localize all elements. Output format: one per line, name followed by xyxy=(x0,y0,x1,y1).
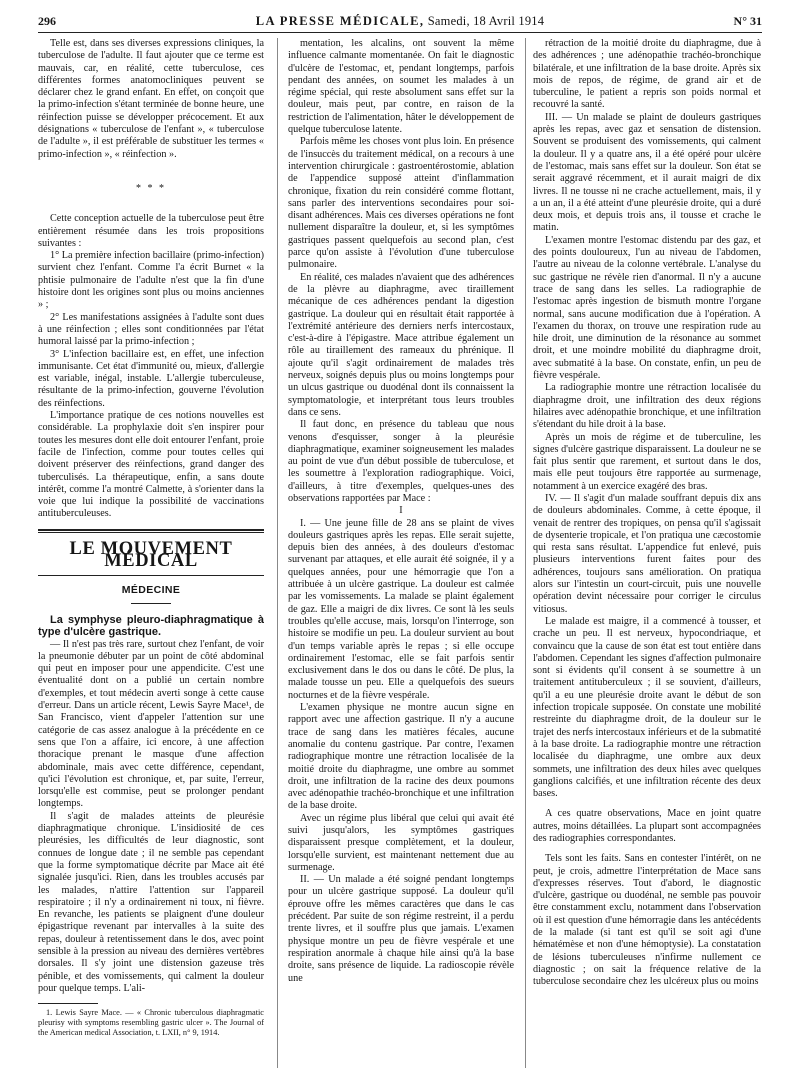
paragraph: I. — Une jeune fille de 28 ans se plaint de vives douleurs gastriques après les repas. Elle serait sujette, depuis bien des années, à des douleurs d'estomac survenant par attaques, et elle aurait été soignée, il y a quelques années, pour une hémorragie que l'on a attribuée à un ulcère gastrique. La douleur est calmée par les vomissements. La malade se plaint également de gaz. Elle a maigri de dix livres. Ce sont là les seuls troubles qu'elle accuse, mais, lorsqu'on l'interroge, son histoire se modifie un peu. La douleur survient au bout d'un temps variable après le repas ; si elle occupe ordinairement l'estomac, elle se fait parfois sentir exclusivement dans le dos ou dans le côté. De plus, la malade tousse un peu. Elle a quelquefois des sueurs nocturnes et de la fièvre vespérale. xyxy=(288,517,514,701)
paragraph: Tels sont les faits. Sans en contester l'intérêt, on ne peut, je crois, admettre l'interprétation de Mace sans d'expresses réserves. Tout d'abord, le diagnostic d'ulcère, gastrique ou duodénal, ne semble pas pouvoir être constamment exclu, notamment dans l'observation où il est question d'une hémorragie dans les antécédents de la malade (si tant est qu'il se soit agi d'une hématémèse et non d'une hémoptysie). La constatation de lésions tuberculeuses n'infirme nullement ce diagnostic ; on sait la fréquence relative de la tuberculose secondaire chez les ulcéreux plus ou moins xyxy=(533,853,761,988)
paragraph: — Il n'est pas très rare, surtout chez l'enfant, de voir la pneumonie débuter par un point de côté abdominal qui peut en imposer pour une appendicite. C'est une éventualité dont on a publié un certain nombre d'exemples, et tout médecin averti songe à cette cause d'erreur. Dans un article récent, Lewis Sayre Mace¹, de San Francisco, vient d'appeler l'attention sur une catégorie de cas assez analogue à la précédente en ce sens que l'on a affaire, ici encore, à une affection thoracique prenant le masque d'une affection abdominale, mais avec cette différence, cependant, qu'ici l'évolution est chronique, et, par suite, l'erreur, lorsqu'elle est commise, peut se prolonger pendant longtemps. xyxy=(38,638,264,810)
paragraph: II. — Un malade a été soigné pendant longtemps pour un ulcère gastrique supposé. La douleur qu'il éprouve offre les mêmes caractères que dans le cas précédent. Par suite de son régime restreint, il a perdu trente livres, et il souffre plus que jamais. L'examen physique montre un peu de fièvre vespérale et une respiration anormale à chaque hile ainsi qu'à la base droite, sans présence de liquide. La radioscopie révèle une xyxy=(288,874,514,984)
paragraph: III. — Un malade se plaint de douleurs gastriques après les repas, avec gaz et sensation de distension. Souvent se produisent des vomissements, qui calment la douleur. Il y a quatre ans, il a été opéré pour ulcère de l'estomac, mais sans effet sur la douleur. Son état se serait aggravé récemment, et il aurait maigri de dix livres. Il ne tousse ni ne crache actuellement, mais, il y a un an, il a été atteint d'une pleurésie droite, qui a duré deux mois, et depuis trois ans, il tousse et crache le matin. xyxy=(533,111,761,234)
section-separator-stars: * * * xyxy=(136,182,166,194)
paragraph: L'examen montre l'estomac distendu par des gaz, et des points douloureux, l'un au niveau de l'abdomen, l'autre au niveau de la colonne vertébrale. L'analyse du suc gastrique ne révèle rien d'anormal. Il n'y a aucune trace de sang dans les selles. La radiographie de l'estomac après ingestion de bismuth montre l'organe normal, sans aucune modification due à l'opération. A l'examen du thorax, on trouve une respiration rude au hile droit, une diminution de la résonance au sommet droit, et une moindre mobilité du diaphragme droit, avec submatité à la base. On constate, enfin, un peu de fièvre vespérale. xyxy=(533,234,761,382)
paragraph: 2° Les manifestations assignées à l'adulte sont dues à une réinfection ; elles sont conditionnées par l'état humoral laissé par la primo-infection ; xyxy=(38,311,264,348)
paragraph: Parfois même les choses vont plus loin. En présence de l'insuccès du traitement médical, on a recours à une intervention chirurgicale : gastroentérostomie, ablation de l'appendice supposé atteint d'inflammation chronique, fixation du rein considéré comme flottant, sans parler des interventions secondaires pour soi-disant adhérences. Mais ces diverses opérations ne font nullement disparaître la douleur, et, si les symptômes gastriques passent quelquefois au second plan, c'est parce qu'on assiste à l'évolution d'une tuberculose pulmonaire. xyxy=(288,136,514,271)
column-left xyxy=(38,38,264,1074)
paragraph: En réalité, ces malades n'avaient que des adhérences de la plèvre au diaphragme, avec tiraillement mécanique de ces adhérences pendant la digestion gastrique. La douleur qui en résultait était rapportée à l'extrémité antérieure des derniers nerfs intercostaux, c'est-à-dire à l'épigastre. Mace attribue également un rôle au tiraillement des rameaux du phrénique. Il ajoute qu'il s'agit ordinairement de malades très nerveux, soignés depuis plus ou moins longtemps pour un ulcus gastrique ou duodénal dont ils connaissent la symptomatologie, et interprétant tous leurs troubles dans ce sens. xyxy=(288,271,514,418)
paragraph: Telle est, dans ses diverses expressions cliniques, la tuberculose de l'adulte. Il faut ajouter que ce terme est mauvais, car, en réalité, cette tuberculose, ces différentes formes anatomocliniques peuvent se déclarer chez le grand enfant. En effet, on conçoit que la primo-infection s'étant terminée de bonne heure, une réinfection puisse se développer précocement. Et aux désignations « tuberculose de l'enfant », « tuberculose de l'adulte », il est préférable de substituer les termes « primo-infection », « réinfection ». xyxy=(38,38,264,160)
paragraph: Cette conception actuelle de la tuberculose peut être entièrement résumée dans les trois propositions suivantes : xyxy=(38,213,264,249)
section-subheading: MÉDECINE xyxy=(121,584,181,597)
article-title: La symphyse pleuro-diaphragmatique à type d'ulcère gastrique. xyxy=(38,613,264,639)
spacer xyxy=(533,845,761,853)
page-number: 296 xyxy=(38,14,56,28)
paragraph: 1° La première infection bacillaire (primo-infection) survient chez l'enfant. Comme l'a écrit Burnet « la phtisie pulmonaire de l'adulte n'est que la fin d'une histoire dont les origines sont plus ou moins anciennes » ; xyxy=(38,250,264,311)
footnote-rule xyxy=(38,1003,98,1004)
paragraph: Après un mois de régime et de tuberculine, les signes d'ulcère gastrique disparaissent. La douleur ne se fait plus sentir que rarement, et surtout dans le dos, mais elle peut toujours être rapportée au surmenage, notamment à un exercice exagéré des bras. xyxy=(533,431,761,492)
paragraph: L'importance pratique de ces notions nouvelles est considérable. La prophylaxie doit s'en inspirer pour toutes les mesures dont elle doit entourer l'enfant, proie facile de l'infection, comme pour toutes celles qui doivent préserver des réinfections, grand danger des tuberculisés. La thérapeutique, enfin, a sans doute intérêt, comme l'a montré Calmette, à s'orienter dans la voie que lui indique la possibilité de vaccinations antituberculeuses. xyxy=(38,410,264,520)
section-title: LE MOUVEMENT MÉDICAL xyxy=(69,538,233,571)
spacer xyxy=(533,800,761,808)
paragraph: La radiographie montre une rétraction localisée du diaphragme droit, une infiltration des deux régions hilaires avec adénopathie bronchique, et une infiltration s'étendant du hile droit à la base. xyxy=(533,382,761,431)
issue-number: N° 31 xyxy=(733,14,762,28)
column-divider-1 xyxy=(277,38,278,1068)
paragraph: A ces quatre observations, Mace en joint quatre autres, moins détaillées. La plupart sont accompagnées des radiographies correspondantes. xyxy=(533,808,761,844)
paragraph: Le malade est maigre, il a commencé à tousser, et crache un peu. Il est nerveux, hypocondriaque, et convaincu que la cause de son état est tout entière dans l'abdomen. Cependant les signes d'affection pulmonaire sont si évidents qu'il consent à se soumettre à un traitement antituberculeux ; il se souvient, d'ailleurs, qu'il a eu une pleurésie droite avant le début de son infection tropicale supposée. On constate une mobilité restreinte du diaphragme droit, de la douleur sur le trajet des nerfs intercostaux inférieurs et de la submatité à la base droite. La radiographie montre une rétraction localisée du diaphragme, une ombre aux deux sommets, une infiltration des deux hiles avec quelques ganglions calcifiés, et une infiltration récente des deux bases. xyxy=(533,615,761,800)
paragraph: 3° L'infection bacillaire est, en effet, une infection immunisante. Cet état d'immunité ou, mieux, d'allergie est variable, inégal, instable. L'allergie tuberculeuse, résultante de la primo-infection, gouverne l'évolution des réinfections. xyxy=(38,348,264,409)
column-divider-2 xyxy=(525,38,526,1068)
journal-name: LA PRESSE MÉDICALE, xyxy=(255,14,425,28)
running-title xyxy=(38,14,762,29)
paragraph: mentation, les alcalins, ont souvent la même influence calmante momentanée. On fait le diagnostic d'ulcère de l'estomac, et, pendant longtemps, parfois pendant des années, on soumet les malades à un régime spécial, qui reste absolument sans effet sur la douleur, mais peut, par contre, en raison de la restriction de l'alimentation, hâter le développement de quelque tuberculose latente. xyxy=(288,38,514,136)
paragraph: rétraction de la moitié droite du diaphragme, due à des adhérences ; une adénopathie trachéo-bronchique bilatérale, et une infiltration de la base droite. Après six mois de repos, de régime, de grand air et de tuberculine, le patient a repris son poids normal et recouvré la santé. xyxy=(533,38,761,111)
divider xyxy=(38,532,264,533)
paragraph: IV. — Il s'agit d'un malade souffrant depuis dix ans de douleurs abdominales. Comme, à cette époque, il venait de rentrer des tropiques, on pensa qu'il s'agissait de dysenterie tropicale, et l'on pratiqua une cæcostomie qui resta sans résultat. L'appendice fut enlevé, puis plusieurs interventions furent faites pour des adhérences, toujours sans amélioration. On pratiqua alors sur l'intestin un court-circuit, puis une nouvelle opération devint nécessaire pour corriger le circulus vitiosus. xyxy=(533,492,761,615)
page-header xyxy=(38,10,762,33)
paragraph: Il s'agit de malades atteints de pleurésie diaphragmatique chronique. L'insidiosité de ces pleurésies, les difficultés de leur diagnostic, sont connues de longue date ; il ne semble pas cependant que la forme symptomatique décrite par Mace ait été signalée jusqu'ici. Rien, dans les troubles accusés par les malades, n'attire l'attention sur l'appareil respiratoire ; il n'y a ordinairement ni toux, ni fièvre. En revanche, les patients se plaignent d'une douleur épigastrique revenant par intervalles à la suite des repas, douleur à retentissement dans le dos, avec point sensible à la pression au niveau des dernières vertèbres dorsales. Il s'y joint une distension gazeuse très pénible, et des vomissements, qui calment la douleur pour quelque temps. L'ali- xyxy=(38,810,264,994)
divider xyxy=(131,603,171,604)
divider xyxy=(38,575,264,576)
paragraph: Il faut donc, en présence du tableau que nous venons d'esquisser, songer à la pleurésie diaphragmatique, examiner soigneusement les malades au point de vue d'un début possible de tuberculose, et les soumettre à l'exploration radiographique. Voici, d'ailleurs, à titre d'exemples, quelques-unes des observations rapportées par Mace : xyxy=(288,419,514,504)
divider xyxy=(38,529,264,531)
paragraph: L'examen physique ne montre aucun signe en rapport avec une affection gastrique. Il n'y a aucune trace de sang dans les matières fécales, aucune anomalie du contenu gastrique. Par contre, l'examen radiographique montre une rétraction localisée de la moitié droite du diaphragme, une ombre au sommet droit, une infiltration de la racine des deux poumons avec adénopathie trachéo-bronchique et une infiltration de la base droite. xyxy=(288,702,514,812)
paragraph: Avec un régime plus libéral que celui qui avait été suivi jusqu'alors, les symptômes gastriques disparaissent presque complètement, et la douleur, lorsqu'elle survient, est maintenant nettement due au surmenage. xyxy=(288,812,514,873)
footnote: 1. Lewis Sayre Mace. — « Chronic tuberculous diaphragmatic pleurisy with symptoms resembling gastric ulcer ». The Journal of the American medical Association, t. LXII, n° 9, 1914. xyxy=(38,1008,264,1038)
column-middle xyxy=(288,38,514,1074)
case-number: I xyxy=(399,505,403,517)
column-right xyxy=(533,38,761,1074)
issue-date: Samedi, 18 Avril 1914 xyxy=(427,14,545,28)
